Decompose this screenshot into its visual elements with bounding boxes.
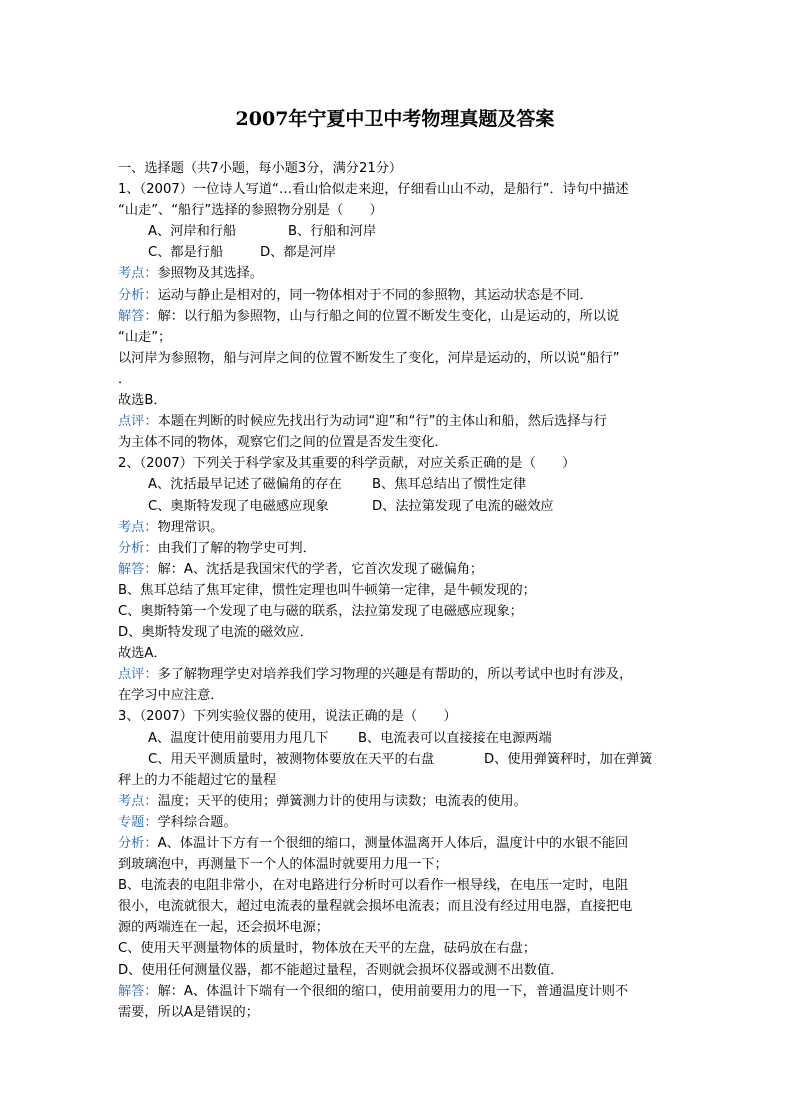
q3-fenxi-line6: C、使用天平测量物体的质量时，物体放在天平的左盘，砝码放在右盘； [118,941,537,957]
q1-option-b: B、行船和河岸 [288,224,377,240]
q2-dianping-line2: 在学习中应注意． [118,688,224,704]
jieda-label: 解答： [118,308,158,324]
q1-option-a: A、河岸和行船 [148,224,237,240]
q3-fenxi-line7: D、使用任何测量仪器，都不能超过量程，否则就会损坏仪器或测不出数值． [118,962,564,978]
q3-stem: 3、（2007）下列实验仪器的使用，说法正确的是（ ） [118,709,457,725]
q3-jieda-line2: 需要，所以A是错误的； [118,1004,259,1020]
q1-option-c: C、都是行船 [148,245,224,261]
q1-stem-line1: 1、（2007）一位诗人写道“…看山恰似走来迎，仔细看山山不动，是船行”．诗句中描述 [118,182,629,198]
q1-fenxi: 分析：运动与静止是相对的，同一物体相对于不同的参照物，其运动状态是不同． [118,287,593,303]
q2-jieda-line3: C、奥斯特第一个发现了电与磁的联系，法拉第发现了电磁感应现象； [118,603,523,619]
document-body [118,158,663,1023]
q2-jieda-line2: B、焦耳总结了焦耳定律，惯性定理也叫牛顿第一定律，是牛顿发现的； [118,582,536,598]
q2-kaodian: 考点：物理常识。 [118,519,224,535]
q3-option-c: C、用天平测质量时，被测物体要放在天平的右盘 [148,751,435,767]
fenxi-label: 分析： [118,287,158,303]
section-header: 一、选择题（共7小题，每小题3分，满分21分） [118,161,403,176]
q3-option-b: B、电流表可以直接接在电源两端 [358,730,552,746]
q1-kaodian: 考点：参照物及其选择。 [118,266,264,282]
zhuanti-label: 专题： [118,814,158,830]
q3-kaodian: 考点：温度；天平的使用；弹簧测力计的使用与读数；电流表的使用。 [118,793,527,809]
q2-option-a: A、沈括最早记述了磁偏角的存在 [148,477,342,493]
q1-dianping: 点评：本题在判断的时候应先找出行为动词“迎”和“行”的主体山和船，然后选择与行 [118,414,607,430]
q2-option-c: C、奥斯特发现了电磁感应现象 [148,498,329,514]
q3-option-d: D、使用弹簧秤时，加在弹簧 [484,751,653,767]
q3-fenxi-line5: 源的两端连在一起，还会损坏电源； [118,920,329,936]
q1-jieda-line2: “山走”； [118,329,172,345]
q1-options-row1 [118,221,663,242]
q2-option-d: D、法拉第发现了电流的磁效应 [372,498,554,514]
q1-dianping-line2: 为主体不同的物体，观察它们之间的位置是否发生变化． [118,435,448,451]
q1-options-row2 [118,242,663,263]
q3-fenxi-line4: 很小，电流就很大，超过电流表的量程就会损坏电流表；而且没有经过用电器，直接把电 [118,899,633,915]
q3-fenxi: 分析：A、体温计下方有一个很细的缩口，测量体温离开人体后，温度计中的水银不能回 [118,836,629,851]
q2-options-row2 [118,496,663,517]
q1-jieda: 解答：解：以行船为参照物，山与行船之间的位置不断发生变化，山是运动的，所以说 [118,308,620,324]
dianping-label: 点评： [118,414,158,430]
q1-answer: 故选B． [118,393,167,409]
q1-jieda-line4: ． [118,371,132,387]
q3-fenxi-line3: B、电流表的电阻非常小，在对电路进行分析时可以看作一根导线，在电压一定时，电阻 [118,878,629,894]
q2-answer: 故选A． [118,646,167,662]
q1-jieda-line3: 以河岸为参照物，船与河岸之间的位置不断发生了变化，河岸是运动的，所以说“船行” [118,350,620,366]
q2-stem: 2、（2007）下列关于科学家及其重要的科学贡献，对应关系正确的是（ ） [118,456,576,472]
q2-fenxi: 分析：由我们了解的物学史可判． [118,540,316,556]
q3-zhuanti: 专题：学科综合题。 [118,814,237,830]
q3-options-row1 [118,728,663,749]
q3-option-a: A、温度计使用前要用力甩几下 [148,730,329,746]
q1-stem-line2: “山走”、“船行”选择的参照物分别是（ ） [118,203,383,219]
q1-option-d: D、都是河岸 [260,245,337,261]
q3-fenxi-line2: 到玻璃泡中，再测量下一个人的体温时就要用力甩一下； [118,857,448,873]
q3-options-row2 [118,749,663,770]
q2-jieda: 解答：解：A、沈括是我国宋代的学者，它首次发现了磁偏角； [118,561,484,577]
q2-dianping: 点评：多了解物理学史对培养我们学习物理的兴趣是有帮助的，所以考试中也时有涉及， [118,667,633,683]
q2-options-row1 [118,474,663,495]
q2-option-b: B、焦耳总结出了惯性定律 [372,477,527,493]
q3-option-d-line2: 秤上的力不能超过它的量程 [118,772,277,788]
q3-jieda: 解答：解：A、体温计下端有一个很细的缩口，使用前要用力的甩一下，普通温度计则不 [118,983,629,999]
kaodian-label: 考点： [118,266,158,282]
page-title: 2007年宁夏中卫中考物理真题及答案 [235,108,555,130]
q2-jieda-line4: D、奥斯特发现了电流的磁效应． [118,625,313,641]
